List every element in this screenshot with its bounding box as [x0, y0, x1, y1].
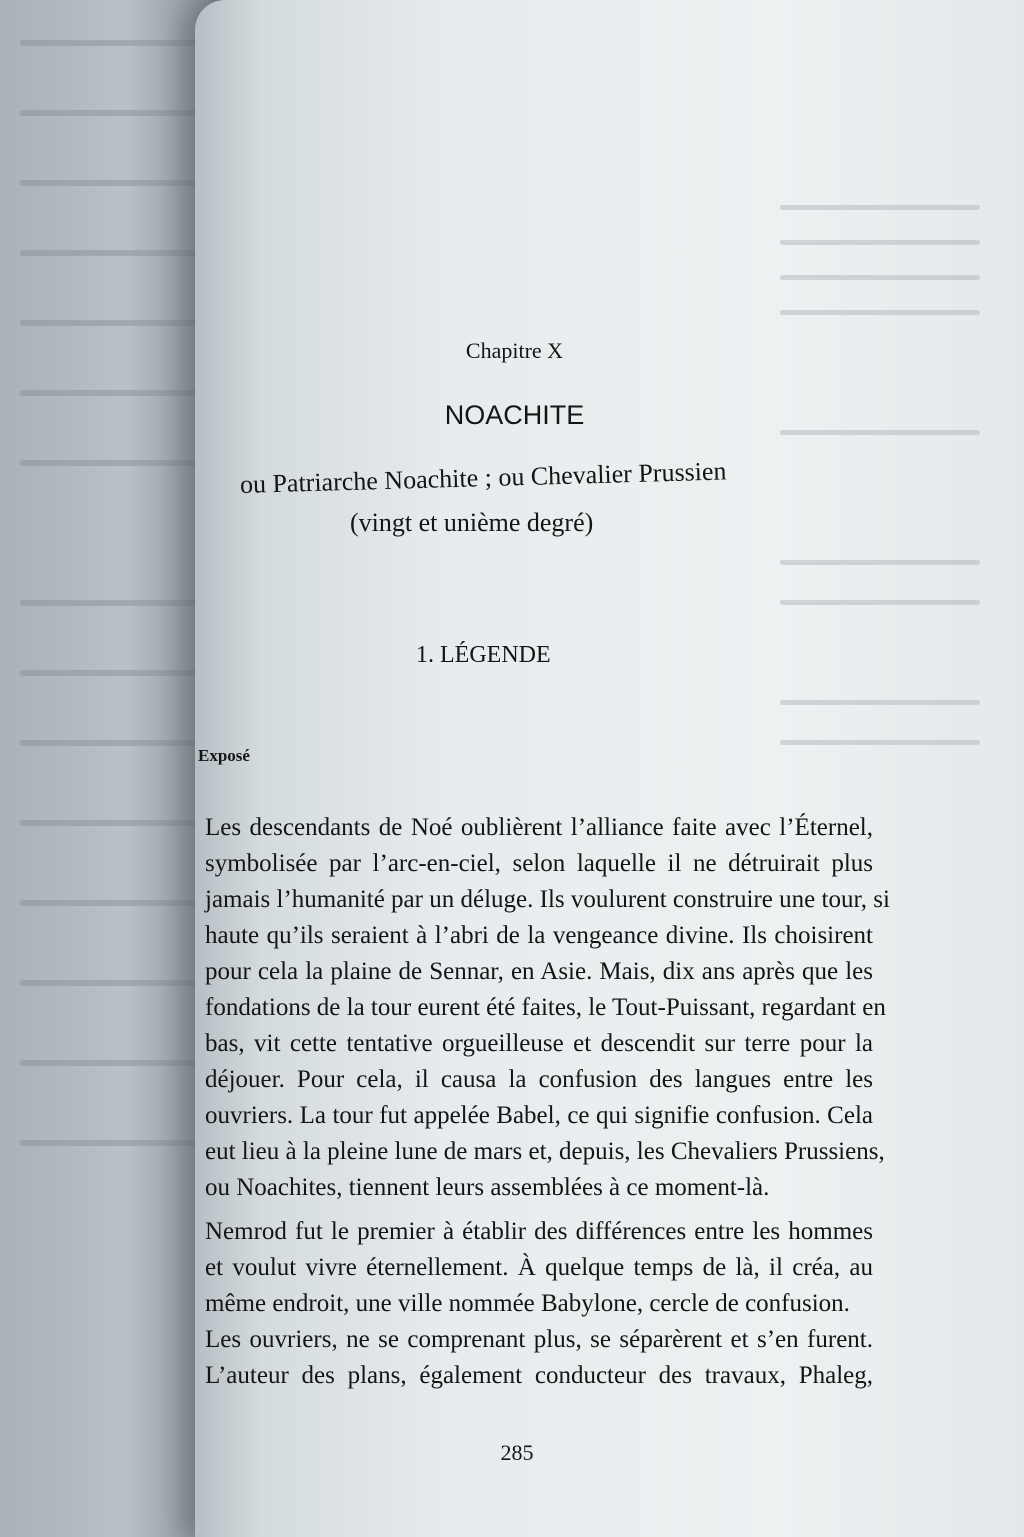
body-text-line: jamais l’humanité par un déluge. Ils voulurent construire une tour, si	[205, 886, 890, 913]
chapter-subtitle-line-1: ou Patriarche Noachite ; ou Chevalier Prussien	[239, 456, 727, 499]
body-text-line: haute qu’ils seraient à l’abri de la vengeance divine. Ils choisirent	[205, 922, 873, 949]
chapter-subtitle-line-2: (vingt et unième degré)	[350, 508, 594, 537]
show-through-line	[780, 700, 980, 705]
facing-page-text-line	[20, 600, 210, 606]
body-text-line: et voulut vivre éternellement. À quelque temps de là, il créa, au	[205, 1254, 873, 1281]
facing-page-text-line	[20, 460, 210, 466]
body-text-line: eut lieu à la pleine lune de mars et, depuis, les Chevaliers Prussiens,	[205, 1138, 885, 1165]
facing-page-text-line	[20, 900, 210, 906]
facing-page-text-line	[20, 670, 210, 676]
body-text-line: ouvriers. La tour fut appelée Babel, ce qui signifie confusion. Cela	[205, 1102, 873, 1129]
body-text-line: L’auteur des plans, également conducteur des travaux, Phaleg,	[205, 1362, 873, 1389]
show-through-line	[780, 205, 980, 210]
facing-page-text-line	[20, 40, 210, 46]
body-text-line: bas, vit cette tentative orgueilleuse et descendit sur terre pour la	[205, 1030, 873, 1057]
body-text-line: symbolisée par l’arc-en-ciel, selon laquelle il ne détruirait plus	[205, 850, 873, 877]
subsection-heading: Exposé	[198, 746, 250, 765]
show-through-line	[780, 740, 980, 745]
facing-page-text-line	[20, 740, 210, 746]
body-text-line: fondations de la tour eurent été faites, le Tout-Puissant, regardant en	[205, 994, 886, 1021]
chapter-title: NOACHITE	[444, 400, 585, 430]
facing-page-text-line	[20, 180, 210, 186]
show-through-line	[780, 560, 980, 565]
body-text-line: Nemrod fut le premier à établir des différences entre les hommes	[205, 1218, 873, 1245]
show-through-line	[780, 240, 980, 245]
facing-page-text-line	[20, 250, 210, 256]
show-through-line	[780, 275, 980, 280]
facing-page-text-line	[20, 1060, 210, 1066]
facing-page-text-line	[20, 320, 210, 326]
facing-page-text-line	[20, 980, 210, 986]
show-through-line	[780, 600, 980, 605]
section-heading: 1. LÉGENDE	[416, 642, 551, 668]
body-text-line: même endroit, une ville nommée Babylone, cercle de confusion.	[205, 1290, 850, 1317]
body-text-line: pour cela la plaine de Sennar, en Asie. Mais, dix ans après que les	[205, 958, 873, 985]
chapter-number: Chapitre X	[465, 338, 564, 363]
body-text-line: Les ouvriers, ne se comprenant plus, se séparèrent et s’en furent.	[205, 1326, 873, 1353]
page-number: 285	[500, 1440, 534, 1465]
facing-page-text-line	[20, 390, 210, 396]
facing-page-text-line	[20, 1140, 210, 1146]
body-text-line: Les descendants de Noé oublièrent l’alliance faite avec l’Éternel,	[205, 814, 873, 841]
body-text-line: déjouer. Pour cela, il causa la confusion des langues entre les	[205, 1066, 873, 1093]
facing-page-text-line	[20, 820, 210, 826]
show-through-line	[780, 310, 980, 315]
body-text-line: ou Noachites, tiennent leurs assemblées à ce moment-là.	[205, 1174, 770, 1201]
facing-page-text-line	[20, 110, 210, 116]
